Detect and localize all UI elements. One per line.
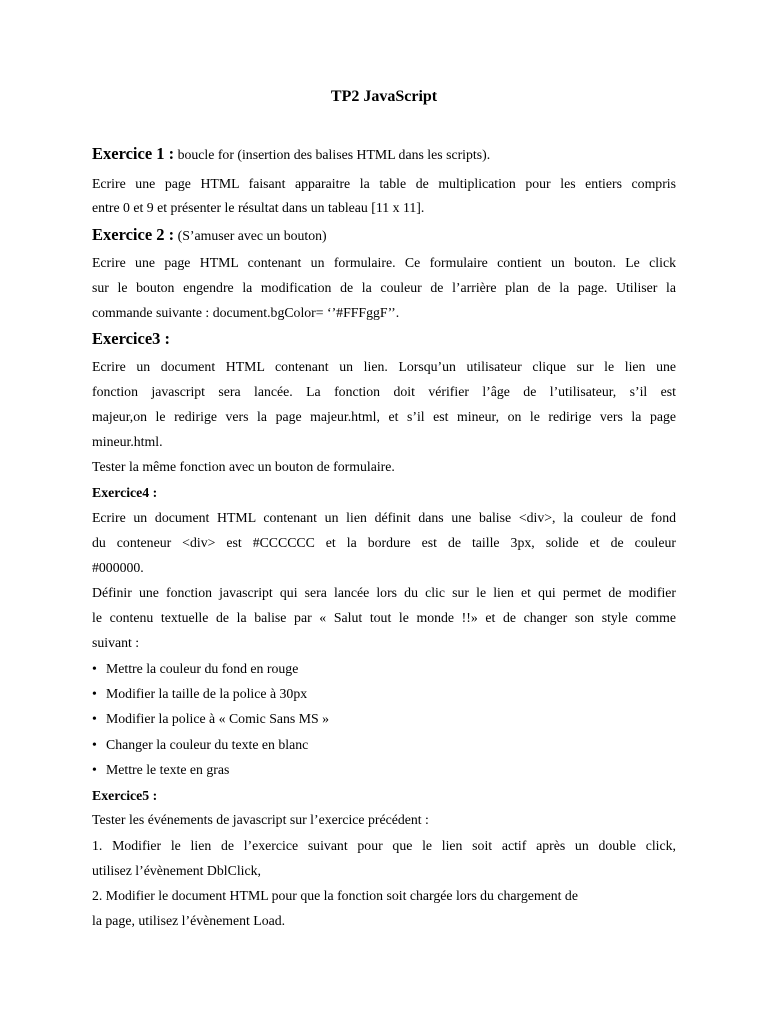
exercise-5-line: 2. Modifier le document HTML pour que la fonction soit chargée lors du chargement de [92,888,578,903]
exercise-4-heading: Exercice4 : [92,485,158,500]
bullet-text: Modifier la police à « Comic Sans MS » [106,711,330,726]
exercise-2-line: commande suivante : document.bgColor= ‘’#FFFggF’’. [92,305,400,320]
exercise-3-line: Ecrire un document HTML contenant un lien. Lorsqu’un utilisateur clique sur le lien une [92,359,676,374]
exercise-3-line: majeur,on le redirige vers la page majeur.html, et s’il est mineur, on le redirige vers la page [92,409,676,424]
bullet-icon: • [92,737,97,752]
bullet-icon: • [92,661,97,676]
exercise-2-heading-line [92,226,676,245]
bullet-text: Modifier la taille de la police à 30px [106,686,308,701]
exercise-5-line: la page, utilisez l’évènement Load. [92,913,286,928]
exercise-4-bullet-item [92,736,308,754]
exercise-1-heading-line [92,145,676,164]
document-title: TP2 JavaScript [330,88,438,105]
exercise-5-line: utilisez l’évènement DblClick, [92,863,261,878]
exercise-5-line: 1. Modifier le lien de l’exercice suivant pour que le lien soit actif après un double click, [92,838,676,853]
exercise-4-bullet-item [92,660,298,678]
exercise-3-heading-line [92,330,676,349]
exercise-4-heading-line [92,484,676,502]
bullet-text: Mettre le texte en gras [106,762,230,777]
exercise-4-line: suivant : [92,635,140,650]
exercise-3-line: fonction javascript sera lancée. La fonction doit vérifier l’âge de l’utilisateur, s’il est [92,384,676,399]
exercise-4-line: Ecrire un document HTML contenant un lien définit dans une balise <div>, la couleur de fond [92,510,676,525]
exercise-4-bullet-item [92,685,307,703]
exercise-1-line: entre 0 et 9 et présenter le résultat dans un tableau [11 x 11]. [92,200,425,215]
exercise-2-subtitle: (S’amuser avec un bouton) [174,228,327,243]
exercise-2-heading: Exercice 2 : [92,225,175,244]
bullet-icon: • [92,762,97,777]
exercise-1-line: Ecrire une page HTML faisant apparaitre la table de multiplication pour les entiers compris [92,176,676,191]
exercise-4-line: #000000. [92,560,144,575]
exercise-5-heading: Exercice5 : [92,788,158,803]
exercise-5-heading-line [92,787,676,805]
bullet-text: Mettre la couleur du fond en rouge [106,661,299,676]
bullet-text: Changer la couleur du texte en blanc [106,737,309,752]
exercise-4-bullet-item [92,710,329,728]
bullet-icon: • [92,686,97,701]
exercise-3-line: Tester la même fonction avec un bouton de formulaire. [92,459,395,474]
exercise-4-line: du conteneur <div> est #CCCCCC et la bordure est de taille 3px, solide et de couleur [92,535,676,550]
exercise-1-heading: Exercice 1 : [92,144,175,163]
exercise-1-subtitle: boucle for (insertion des balises HTML dans les scripts). [174,147,491,162]
exercise-4-bullet-item [92,761,229,779]
exercise-2-line: sur le bouton engendre la modification de la couleur de l’arrière plan de la page. Utiliser la [92,280,676,295]
exercise-3-heading: Exercice3 : [92,329,171,348]
bullet-icon: • [92,711,97,726]
exercise-3-line: mineur.html. [92,434,163,449]
exercise-4-line: Définir une fonction javascript qui sera lancée lors du clic sur le lien et qui permet de modifier [92,585,676,600]
exercise-4-line: le contenu textuelle de la balise par « Salut tout le monde !!» et de changer son style comme [92,610,676,625]
exercise-2-line: Ecrire une page HTML contenant un formulaire. Ce formulaire contient un bouton. Le click [92,255,676,270]
exercise-5-line: Tester les événements de javascript sur l’exercice précédent : [92,812,429,827]
